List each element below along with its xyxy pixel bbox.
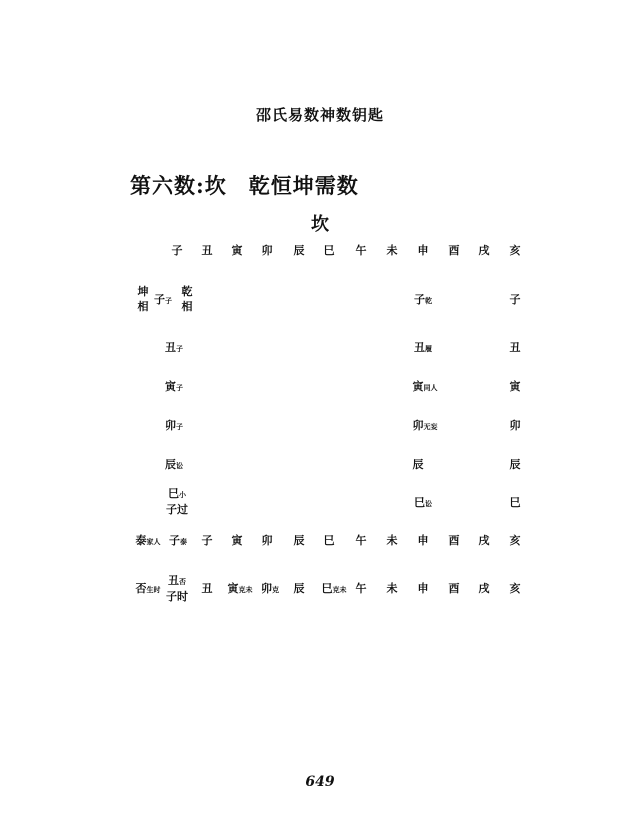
cell-top: 乾 [181,285,193,298]
cell-bottom: 相 [181,300,193,313]
page-number: 649 [305,774,335,790]
cell-main: 寅 [227,582,239,595]
cell-note: 小 [179,490,186,499]
section-title-sub: 乾恒坤需数 [248,173,359,198]
cell-qian-xiang [182,284,193,314]
cell-main: 寅 [165,380,176,393]
cell-main: 子 [169,534,180,547]
cell-mao [261,581,279,598]
branch-mao: 卯 [261,244,273,257]
cell-si [322,581,347,598]
cell-note: 讼 [176,461,183,470]
branch-shen: 申 [417,244,429,257]
row-label-top: 坤 [137,285,149,298]
cell-note: 克 [272,585,279,594]
cell-main: 卯 [165,419,176,432]
running-header: 邵氏易数神数钥匙 [255,106,384,124]
cell-main: 辰 [165,458,176,471]
cell-note: 同人 [423,383,438,392]
cell-top [166,486,188,502]
cell-zi [154,292,172,309]
section-title [130,170,359,200]
row-label-pi [136,581,161,598]
branch-hai: 亥 [509,244,521,257]
cell-shen [413,418,438,435]
cell-main: 子 [414,293,425,306]
cell-note: 否 [179,577,186,586]
cell-wei: 未 [386,534,398,547]
cell-bottom: 子过 [166,503,188,516]
cell-note: 克未 [332,585,347,594]
branch-wu: 午 [355,244,367,257]
cell-xu: 戌 [478,534,490,547]
cell-col1 [166,486,188,517]
cell-hai: 子 [509,293,521,306]
cell-top [166,573,188,589]
cell-main: 丑 [165,341,176,354]
cell-note: 子 [165,296,172,305]
branch-zi: 子 [171,244,183,257]
cell-col1 [165,457,183,474]
cell-hai: 丑 [509,341,521,354]
cell-note: 乾 [425,296,432,305]
cell-main: 巳 [414,496,425,509]
cell-col1 [169,533,187,550]
section-title-main: 第六数:坎 [130,173,227,198]
row-label-kun [138,284,149,314]
branch-si: 巳 [323,244,335,257]
cell-si: 巳 [323,534,335,547]
cell-shen: 申 [417,582,429,595]
cell-chen: 辰 [293,582,305,595]
cell-hai: 巳 [509,496,521,509]
cell-note: 子 [176,383,183,392]
cell-wu: 午 [355,582,367,595]
cell-col1 [165,418,183,435]
branch-yin: 寅 [231,244,243,257]
cell-bottom: 子时 [166,590,188,603]
cell-chen: 辰 [293,534,305,547]
cell-main: 卯 [261,582,272,595]
branch-xu: 戌 [478,244,490,257]
cell-hai: 亥 [509,582,521,595]
cell-hai: 亥 [509,534,521,547]
cell-yin [228,581,253,598]
row-label-tai [136,533,161,550]
row-label-bottom: 相 [137,300,149,313]
cell-wei: 未 [386,582,398,595]
cell-note: 讼 [425,499,432,508]
cell-xu: 戌 [478,582,490,595]
cell-main: 子 [154,293,165,306]
cell-col1 [165,340,183,357]
cell-main: 否 [135,582,147,595]
branch-wei: 未 [386,244,398,257]
cell-main: 巳 [168,487,179,500]
cell-shen [413,379,438,396]
cell-hai: 卯 [509,419,521,432]
cell-note: 生时 [146,585,161,594]
cell-note: 子 [176,344,183,353]
cell-col1 [165,379,183,396]
cell-note: 克未 [238,585,253,594]
cell-you: 酉 [448,534,460,547]
cell-main: 丑 [168,574,179,587]
cell-chou: 丑 [201,582,213,595]
cell-wu: 午 [355,534,367,547]
branch-chou: 丑 [201,244,213,257]
cell-main: 巳 [321,582,333,595]
cell-you: 酉 [448,582,460,595]
cell-note: 泰 [180,537,187,546]
cell-main: 丑 [414,341,425,354]
cell-note: 无妄 [423,422,438,431]
branch-you: 酉 [448,244,460,257]
cell-zi: 子 [201,534,213,547]
cell-main: 卯 [412,419,424,432]
cell-shen [414,292,432,309]
cell-note: 家人 [146,537,161,546]
cell-mao: 卯 [261,534,273,547]
cell-shen [414,495,432,512]
branch-chen: 辰 [293,244,305,257]
cell-main: 寅 [412,380,424,393]
cell-shen: 申 [417,534,429,547]
cell-col1 [166,573,188,604]
cell-shen [414,340,432,357]
cell-hai: 辰 [509,458,521,471]
cell-note: 履 [425,344,432,353]
cell-shen: 辰 [412,458,424,471]
cell-main: 泰 [135,534,147,547]
cell-hai: 寅 [509,380,521,393]
cell-yin: 寅 [231,534,243,547]
hexagram-name: 坎 [311,214,329,235]
cell-note: 子 [176,422,183,431]
